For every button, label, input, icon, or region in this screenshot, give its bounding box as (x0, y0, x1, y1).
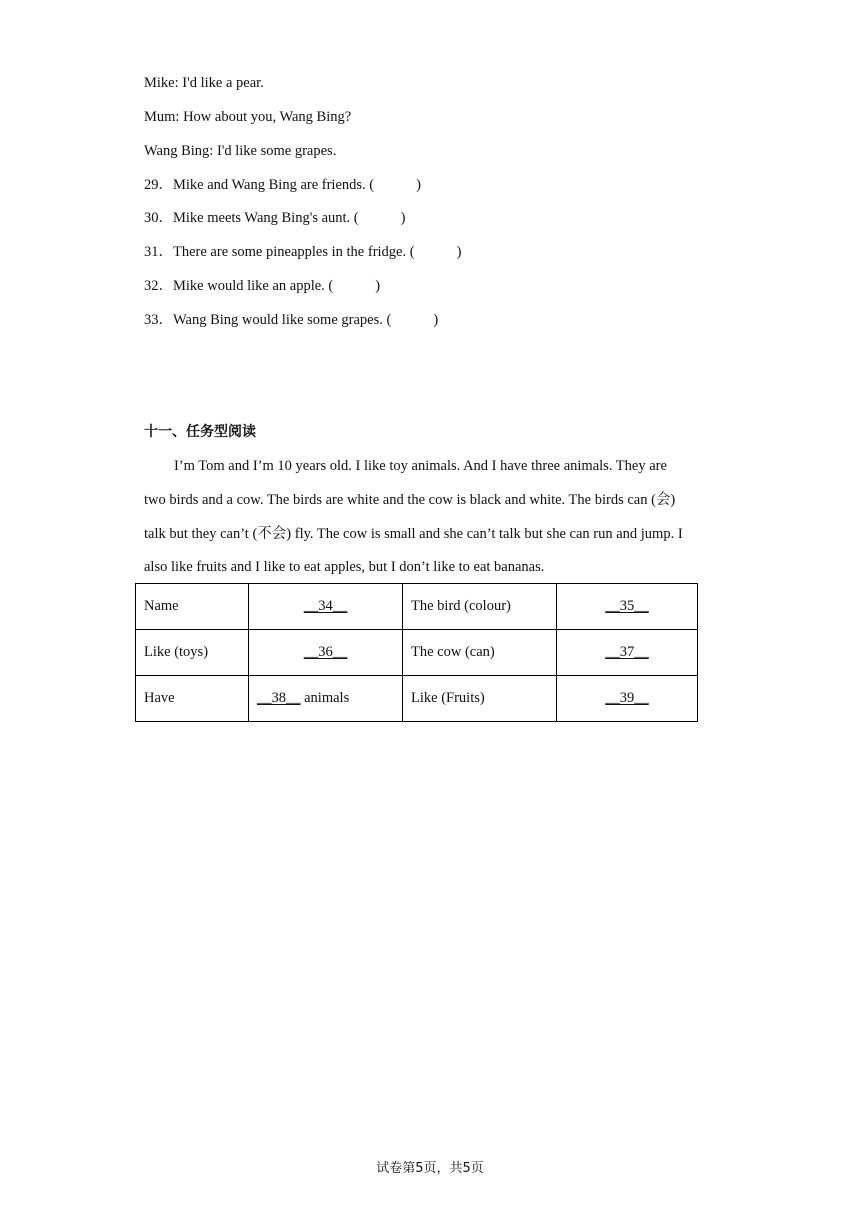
question-29 (144, 176, 421, 194)
question-text: Mike meets Wang Bing's aunt. ( (173, 210, 359, 226)
passage-line: also like fruits and I like to eat apples, but I don’t like to eat bananas. (144, 559, 545, 575)
question-30 (144, 209, 405, 227)
question-number: 33． (144, 312, 173, 328)
task-table (135, 583, 698, 722)
table-label-cow-can: The cow (can) (403, 630, 557, 676)
passage-line: two birds and a cow. The birds are white and the cow is black and white. The birds can (会) (144, 492, 676, 508)
question-number: 29． (144, 177, 173, 193)
question-number: 31． (144, 244, 173, 260)
question-close-paren: ) (375, 278, 381, 294)
table-label-bird-colour: The bird (colour) (403, 584, 557, 630)
passage-line: I’m Tom and I’m 10 years old. I like toy animals. And I have three animals. They are (174, 458, 667, 474)
question-text: Mike would like an apple. ( (173, 278, 334, 294)
question-text: Wang Bing would like some grapes. ( (173, 312, 392, 328)
passage-line: talk but they can’t (不会) fly. The cow is small and she can’t talk but she can run and jump. I (144, 526, 683, 542)
dialogue-line-wang-bing: Wang Bing: I'd like some grapes. (144, 143, 337, 159)
blank-suffix: animals (300, 690, 350, 706)
table-row (136, 584, 698, 630)
dialogue-line-mum: Mum: How about you, Wang Bing? (144, 109, 352, 125)
question-31 (144, 243, 461, 261)
table-blank-36[interactable] (249, 630, 403, 676)
table-label-name: Name (136, 584, 249, 630)
question-close-paren: ) (456, 244, 462, 260)
blank-37[interactable]: __37__ (605, 644, 649, 660)
blank-35[interactable]: __35__ (605, 598, 649, 614)
question-close-paren: ) (400, 210, 406, 226)
page-footer: 试卷第5页，共5页 (376, 1161, 484, 1176)
question-text: Mike and Wang Bing are friends. ( (173, 177, 375, 193)
table-row (136, 676, 698, 722)
blank-36[interactable]: __36__ (303, 644, 348, 660)
question-number: 32． (144, 278, 173, 294)
question-text: There are some pineapples in the fridge. ( (173, 244, 415, 260)
table-label-have: Have (136, 676, 249, 722)
table-blank-37[interactable] (557, 630, 698, 676)
table-blank-39[interactable] (557, 676, 698, 722)
table-blank-38[interactable] (249, 676, 403, 722)
table-label-like-toys: Like (toys) (136, 630, 249, 676)
question-number: 30． (144, 210, 173, 226)
blank-34[interactable]: __34__ (303, 598, 348, 614)
table-blank-35[interactable] (557, 584, 698, 630)
blank-38[interactable]: __38__ (257, 690, 301, 706)
table-label-like-fruits: Like (Fruits) (403, 676, 557, 722)
table-blank-34[interactable] (249, 584, 403, 630)
dialogue-line-mike: Mike: I'd like a pear. (144, 75, 264, 91)
question-close-paren: ) (416, 177, 421, 193)
table-row (136, 630, 698, 676)
question-32 (144, 277, 380, 295)
question-close-paren: ) (433, 312, 439, 328)
blank-39[interactable]: __39__ (605, 690, 649, 706)
question-33 (144, 311, 438, 329)
section-heading: 十一、任务型阅读 (144, 424, 256, 440)
